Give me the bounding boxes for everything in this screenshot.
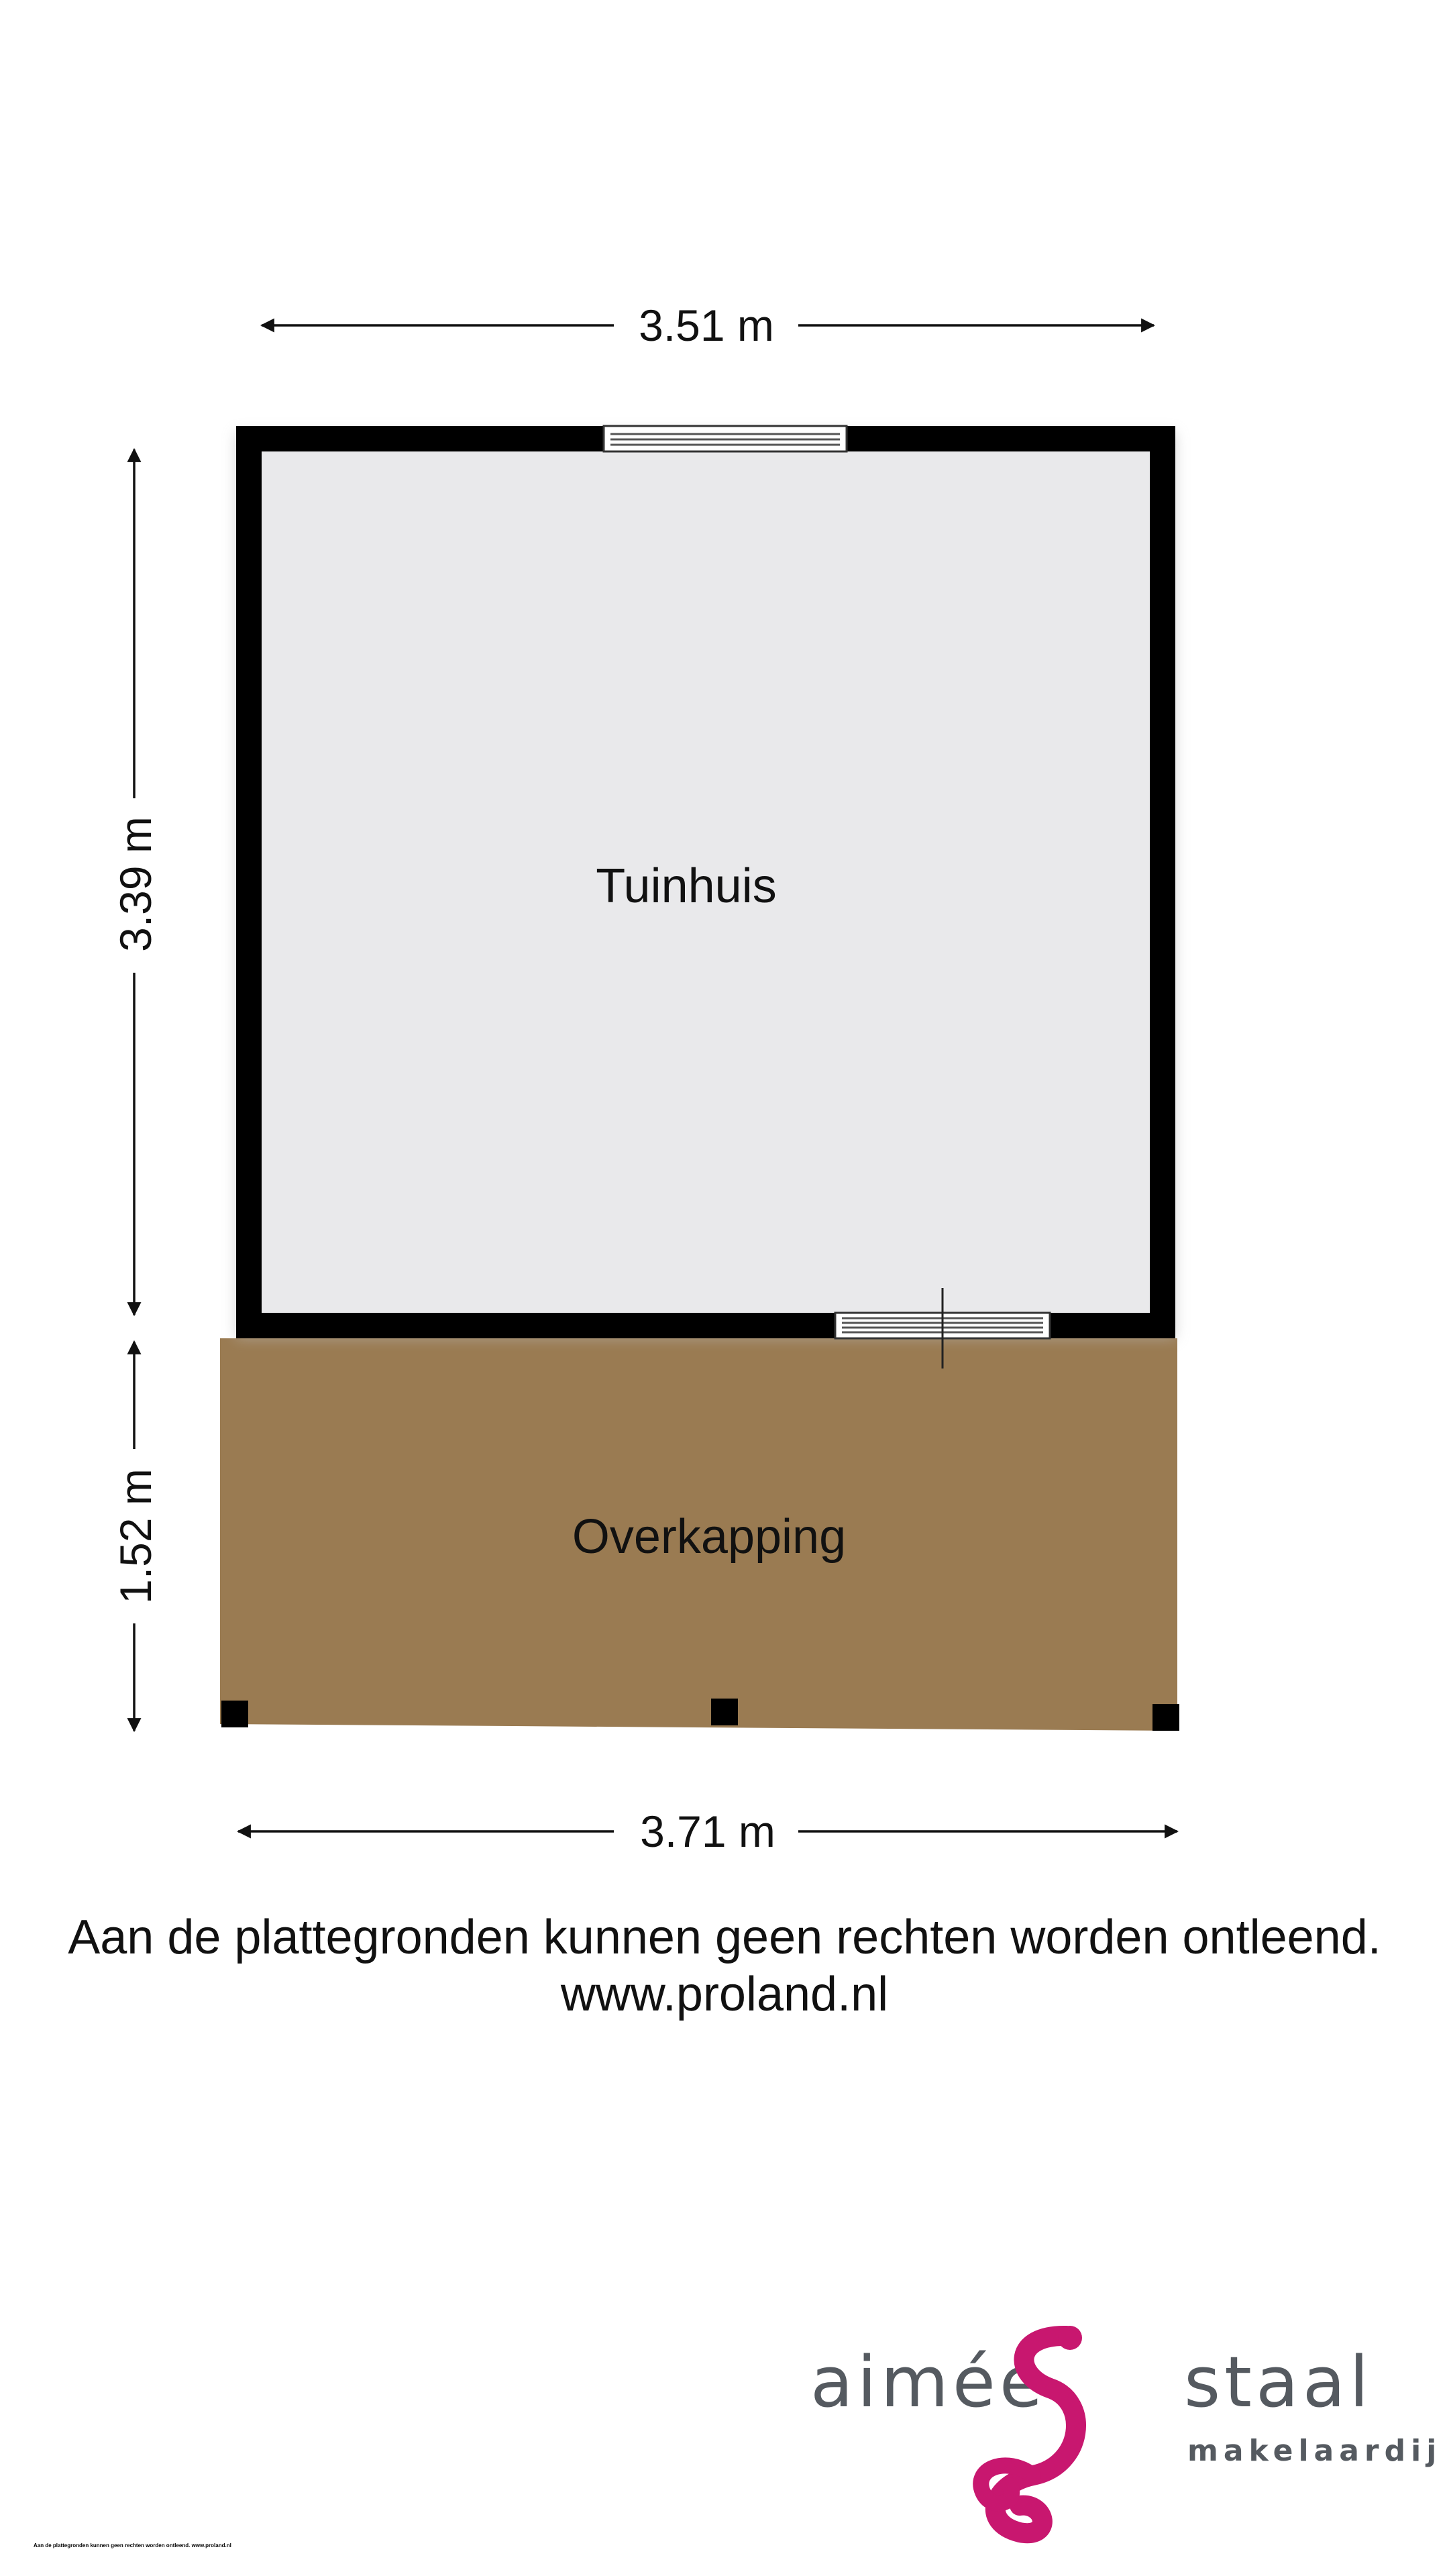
dimension-left-upper-label: 3.39 m: [111, 816, 160, 952]
logo-swirl-icon: [932, 2321, 1107, 2549]
logo-subtitle: makelaardij: [1187, 2434, 1442, 2468]
dimension-top-label: 3.51 m: [639, 301, 774, 350]
top-window: [604, 426, 847, 451]
dimension-bottom-label: 3.71 m: [640, 1807, 775, 1856]
dimension-bottom: [238, 1807, 1177, 1856]
post-right: [1152, 1704, 1179, 1731]
dimension-left-upper: [111, 449, 160, 1315]
room-label-tuinhuis: Tuinhuis: [596, 859, 777, 913]
company-logo: [792, 2321, 1442, 2556]
post-left: [221, 1701, 248, 1727]
dimension-top: [262, 301, 1154, 350]
dimension-left-lower: [111, 1342, 160, 1731]
post-middle: [711, 1699, 738, 1725]
room-label-overkapping: Overkapping: [572, 1510, 847, 1564]
dimension-left-lower-label: 1.52 m: [111, 1468, 160, 1604]
footer-small-print: Aan de plattegronden kunnen geen rechten worden ontleend. www.proland.nl: [34, 2542, 231, 2548]
logo-word-left: aimée: [810, 2341, 1046, 2423]
disclaimer-line-1: Aan de plattegronden kunnen geen rechten worden ontleend.: [68, 1911, 1381, 1964]
logo-word-right: staal: [1184, 2341, 1373, 2423]
disclaimer-line-2: www.proland.nl: [560, 1968, 889, 2021]
